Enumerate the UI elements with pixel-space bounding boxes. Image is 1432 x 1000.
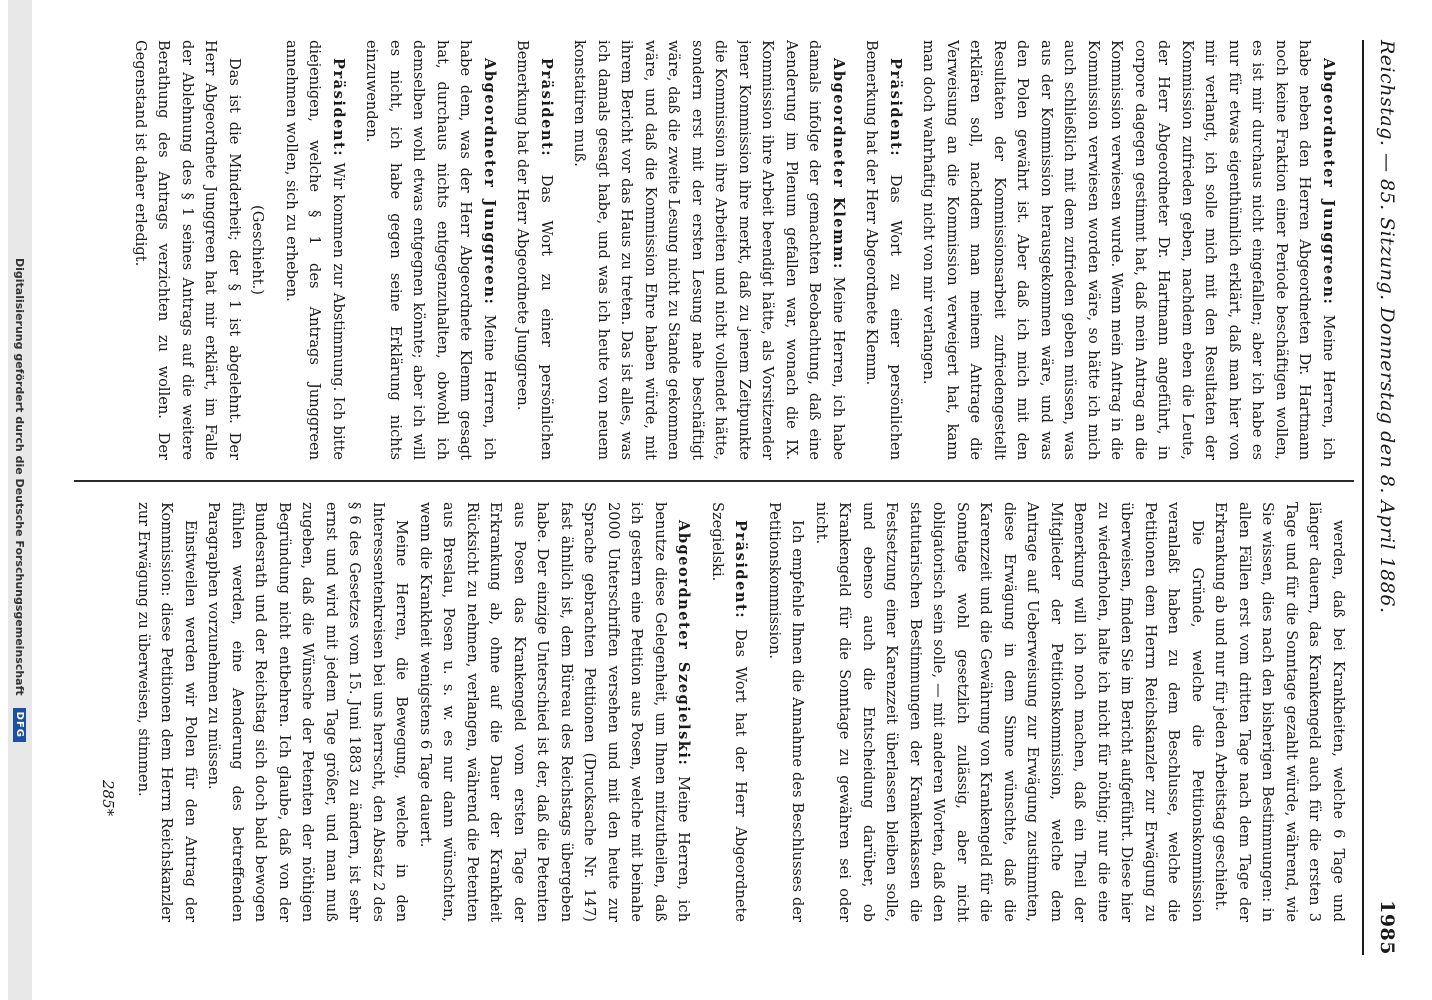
paragraph-text: Das ist die Minderheit; der § 1 ist abgelehnt. Der Herr Abgeordnete Junggreen hat mir erklärt, im Falle der Ablehnung des § 1 seines Antrags auf die weitere Berathung des Antrags verzichten zu wollen. Der Gegenstand ist daher erledigt. bbox=[132, 40, 243, 460]
speaker-label: Abgeordneter Klemm: bbox=[830, 58, 847, 270]
column-divider bbox=[74, 480, 1354, 482]
page-header bbox=[1362, 40, 1410, 955]
stage-direction: (Geschieht.) bbox=[249, 205, 267, 295]
paragraph bbox=[280, 40, 351, 460]
paragraph bbox=[414, 502, 696, 922]
paragraph-text: Das Wort zu einer persönlichen Bemerkung hat der Herr Abgeordnete Junggreen. bbox=[514, 40, 555, 460]
page-number: 1985 bbox=[1376, 900, 1398, 955]
paragraph-text: Meine Herren, ich benutze diese Gelegenheit, um Ihnen mitzutheilen, daß ich gestern eine Petition aus Posen, welche mit beinahe 2000 Unterschriften versehen und mit den heute zur Sprache gebrachten Petitionen (Drucksache Nr. 147) fast ähnlich ist, dem Büreau des Reichstags übergeben habe. Der einzige Unterschied ist der, daß die Petenten aus Posen das Krankengeld vom ersten Tage der Erkrankung ab, ohne auf die Dauer der Krankheit Rücksicht zu nehmen, verlangen, während die Petenten aus Breslau, Posen u. s. w. es nur dann wünschten, wenn die Krankheit wenigstens 6 Tage dauert. bbox=[417, 502, 693, 922]
paragraph-text bbox=[125, 58, 126, 385]
paragraph bbox=[568, 40, 850, 460]
paragraph bbox=[1209, 502, 1350, 922]
running-title: Reichstag. — 85. Sitzung. Donnerstag den 8. April 1886. bbox=[1376, 40, 1398, 614]
paragraph-text: Meine Herren, ich habe dem, was der Herr Abgeordnete Klemm gesagt hat, durchaus nichts entgegenzuhalten, obwohl ich demselben wohl etwas entgegnen könnte; aber ich will es nicht, ich habe gegen seine Erklärung nichts einzuwenden. bbox=[363, 40, 498, 460]
paragraph bbox=[132, 502, 203, 922]
paragraph bbox=[125, 40, 129, 460]
paragraph-text: Wir kommen zur Abstimmung. Ich bitte diejenigen, welche § 1 des Antrags Junggreen annehmen wollen, sich zu erheben. bbox=[283, 40, 347, 460]
left-column bbox=[125, 40, 1350, 460]
paragraph bbox=[360, 40, 501, 460]
speaker-label: Präsident: bbox=[887, 58, 904, 158]
paragraph-text: Das Wort hat der Herr Abgeordnete Szegielski. bbox=[709, 502, 750, 922]
right-column bbox=[125, 502, 1350, 922]
paragraph bbox=[202, 502, 414, 922]
paragraph bbox=[917, 40, 1340, 460]
digitization-footer bbox=[8, 0, 32, 1000]
speaker-label: Abgeordneter Junggreen: bbox=[481, 58, 498, 306]
speaker-label: Präsident: bbox=[330, 58, 347, 158]
paragraph bbox=[810, 502, 1210, 922]
paragraph bbox=[129, 40, 247, 460]
paragraph bbox=[860, 40, 907, 460]
speaker-label: Präsident: bbox=[538, 58, 555, 158]
speaker-label: Präsident: bbox=[732, 520, 750, 620]
speaker-label: Abgeordneter Szegielski: bbox=[675, 520, 693, 767]
paragraph-text: Die Gründe, welche die Petitionskommission veranlaßt haben zu dem Beschlusse, welche die Petitionen dem Herrn Reichskanzler zur Erwägung zu überweisen, finden Sie im Bericht aufgeführt. Diese hier zu wiederholen, halte ich nicht für nöthig; nur die eine Bemerkung will ich noch machen, daß ein Theil der Mitglieder der Petitionskommission, welche dem Antrage auf Ueberweisung zur Erwägung zustimmten, diese Erwägung in dem Sinne wünschte, daß die Karenzzeit und die Gewährung von Krankengeld für die Sonntage wohl gesetzlich zulässig, aber nicht obligatorisch sein solle, — mit anderen Worten, daß den statutarischen Bestimmungen der Krankenkassen die Festsetzung einer Karenzzeit überlassen bleiben solle, und ebenso auch die Entscheidung darüber, ob Krankengeld für die Sonntage zu gewähren sei oder nicht. bbox=[813, 502, 1206, 922]
paragraph bbox=[511, 40, 558, 460]
paragraph-text: werden, daß bei Krankheiten, welche 6 Tage und länger dauern, das Krankengeld auch für die ersten 3 Tage und für die Sonntage gezahlt würde, während, wie Sie wissen, dies nach den bisherigen Bestimmungen: in allen Fällen erst vom dritten Tage nach dem Tage der Erkrankung ab und nur für jeden Arbeitstag geschieht. bbox=[1212, 502, 1347, 922]
speaker-label: Abgeordneter Junggreen: bbox=[1320, 58, 1337, 306]
paragraph-text: Das Wort zu einer persönlichen Bemerkung hat der Herr Abgeordnete Klemm. bbox=[863, 40, 904, 460]
paragraph-text: Ich empfehle Ihnen die Annahme des Beschlusses der Petitionskommission. bbox=[766, 502, 807, 922]
paragraph-text: Einstweilen werden wir Polen für den Antrag der Kommission: diese Petitionen dem Herrn Reichskanzler zur Erwägung zu überweisen, stimmen. bbox=[135, 502, 199, 922]
paragraph bbox=[706, 502, 753, 922]
paragraph-text: Meine Herren, ich habe damals infolge der gemachten Beobachtung, daß eine Aenderung im Plenum gefallen war, wonach die IX. Kommission ihre Arbeit beendigt hätte, als Vorsitzender jener Kommission ihre merkt, daß zu jenem Zeitpunkte die Kommission ihre Arbeiten und nicht vollendet hätte, sondern erst mit der ersten Lesung nahe beschäftigt wäre, daß die zweite Lesung nicht zu Stande gekommen wäre, und daß die Kommission Ehre haben würde, mit ihrem Bericht vor das Haus zu treten. Das ist alles, was ich damals gesagt habe, und was ich heute von neuem konstatiren muß. bbox=[571, 40, 847, 460]
paragraph-text: Meine Herren, ich habe neben den Herren Abgeordneten Dr. Hartmann noch keine Fraktion einer Periode beschäftigen wollen, es ist mir durchaus nicht eingefallen; aber ich habe es nur für etwas eigenthümlich erklärt, daß man hier von mir verlangt, ich solle mich mit den Resultaten der Kommission zufrieden geben, nachdem eben die Leute, der Herr Abgeordneter Dr. Hartmann angeführt, in corpore dagegen gestimmt hat, daß mein Antrag an die Kommission verwiesen wurde. Wenn mein Antrag in die Kommission verwiesen worden wäre, so hätte ich mich auch schließlich mit dem zufrieden geben müssen, was aus der Kommission herausgekommen wäre, und was den Polen gewährt ist. Aber daß ich mich mit den Resultaten der Kommissionsarbeit zufriedengestellt erklären soll, nachdem man meinem Antrage die Verweisung an die Kommission verweigert hat, kann man doch wahrhaftig nicht von mir verlangen. bbox=[920, 40, 1337, 460]
digitization-note: Digitalisierung gefördert durch die Deutsche Forschungsgemeinschaft bbox=[13, 257, 27, 696]
dfg-logo: DFG bbox=[14, 708, 27, 742]
signature-mark: 285* bbox=[99, 780, 117, 817]
paragraph-text: Meine Herren, die Bewegung, welche in den Interessentenkreisen bei uns herrscht, den Absatz 2 des § 6 des Gesetzes vom 15. Juni 1883 zu ändern, ist sehr ernst und wird mit jedem Tage größer, und man muß zugeben, daß die Wünsche der Petenten der nöthigen Begründung nicht entbehren. Ich glaube, daß von der Bundesrath und der Reichstag sich doch bald bewogen fühlen werden, eine Aenderung des betreffenden Paragraphen vorzunehmen zu müssen. bbox=[205, 502, 411, 922]
paragraph bbox=[763, 502, 810, 922]
